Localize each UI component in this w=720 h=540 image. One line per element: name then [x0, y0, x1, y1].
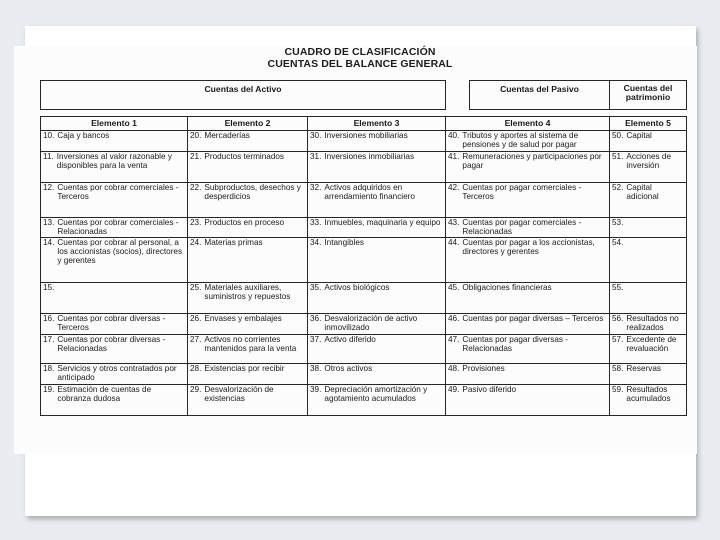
account-name: Obligaciones financieras: [462, 283, 552, 293]
account-cell: [41, 384, 188, 415]
account-item: [310, 184, 443, 202]
account-item: [43, 386, 185, 404]
account-code: 28.: [190, 364, 202, 374]
account-code: 30.: [310, 131, 322, 140]
account-item: [43, 184, 185, 202]
account-item: [612, 184, 684, 202]
account-cell: [308, 314, 446, 335]
account-cell: [610, 283, 687, 314]
account-name: Excedente de revaluación: [626, 335, 677, 354]
account-cell: [308, 131, 446, 152]
account-item: [190, 132, 305, 141]
account-item: [43, 365, 185, 383]
account-code: 59.: [612, 384, 624, 394]
account-cell: [188, 217, 308, 238]
account-item: [190, 239, 305, 248]
account-code: 43.: [448, 217, 460, 227]
account-item: [310, 336, 443, 345]
account-code: 16.: [43, 314, 55, 324]
element-header: Elemento 1: [41, 117, 188, 131]
account-item: [43, 315, 185, 333]
group-gap: [446, 81, 470, 110]
account-name: Subproductos, desechos y desperdicios: [204, 182, 301, 201]
account-cell: [308, 335, 446, 364]
account-cell: [446, 335, 610, 364]
account-item: [612, 365, 684, 374]
account-code: 35.: [310, 283, 322, 293]
account-code: 49.: [448, 384, 460, 394]
account-cell: [188, 238, 308, 283]
account-code: 11.: [43, 151, 54, 161]
document-title: CUADRO DE CLASIFICACIÓN: [284, 46, 436, 58]
table-row: [41, 364, 687, 385]
account-name: Inversiones al valor razonable y disponibles para la venta: [56, 151, 172, 170]
account-name: Cuentas por pagar diversas - Relacionadas: [462, 335, 568, 354]
account-cell: [308, 182, 446, 217]
table-row: [41, 131, 687, 152]
account-name: Remuneraciones y participaciones por pagar: [462, 151, 602, 170]
account-name: Desvalorización de activo inmovilizado: [324, 314, 418, 333]
account-name: Depreciación amortización y agotamiento acumulados: [324, 384, 428, 403]
account-name: Cuentas por cobrar comerciales - Terceros: [57, 182, 179, 201]
account-code: 46.: [448, 314, 460, 324]
account-item: [43, 153, 185, 171]
account-cell: [308, 364, 446, 385]
account-item: [448, 365, 607, 374]
account-code: 18.: [43, 364, 55, 374]
account-item: [612, 336, 684, 354]
account-item: [448, 219, 607, 237]
account-name: Desvalorización de existencias: [204, 384, 274, 403]
account-name: [57, 284, 185, 293]
account-code: 50.: [612, 131, 624, 140]
account-item: [612, 219, 684, 228]
account-item: [310, 219, 443, 228]
account-name: Cuentas por cobrar al personal, a los accionistas (socios), directores y gerentes: [57, 238, 183, 266]
account-name: Productos en proceso: [204, 217, 285, 227]
account-item: [612, 239, 684, 248]
account-cell: [41, 151, 188, 182]
account-cell: [41, 335, 188, 364]
element-header: Elemento 3: [308, 117, 446, 131]
account-cell: [446, 283, 610, 314]
account-code: 55.: [612, 283, 624, 293]
account-name: Activos biológicos: [324, 283, 390, 293]
account-cell: [188, 384, 308, 415]
account-item: [612, 132, 684, 141]
account-name: Materiales auxiliares, suministros y repuestos: [204, 283, 291, 302]
account-name: [626, 239, 684, 248]
account-cell: [41, 217, 188, 238]
account-cell: [446, 314, 610, 335]
account-code: 51.: [612, 151, 624, 161]
account-cell: [308, 151, 446, 182]
account-code: 57.: [612, 335, 624, 345]
account-item: [448, 132, 607, 150]
account-code: 53.: [612, 217, 624, 227]
account-code: 56.: [612, 314, 624, 324]
account-name: Servicios y otros contratados por anticipado: [57, 364, 177, 383]
account-item: [448, 239, 607, 257]
group-pasivo: Cuentas del Pasivo: [470, 81, 610, 110]
account-code: 37.: [310, 335, 322, 345]
table-row: [41, 283, 687, 314]
account-name: Inversiones mobiliarias: [324, 131, 408, 140]
account-name: Capital adicional: [626, 182, 659, 201]
account-item: [310, 386, 443, 404]
account-name: Resultados no realizados: [626, 314, 679, 333]
account-cell: [610, 238, 687, 283]
account-code: 38.: [310, 364, 322, 374]
account-item: [448, 284, 607, 293]
group-activo: Cuentas del Activo: [41, 81, 446, 110]
account-code: 48.: [448, 364, 460, 374]
account-item: [448, 336, 607, 354]
table-row: [41, 335, 687, 364]
account-cell: [41, 283, 188, 314]
account-code: 25.: [190, 283, 202, 293]
account-cell: [188, 182, 308, 217]
account-cell: [446, 364, 610, 385]
account-cell: [308, 283, 446, 314]
account-name: Envases y embalajes: [204, 314, 282, 324]
account-name: [626, 219, 684, 228]
element-header: Elemento 5: [610, 117, 687, 131]
group-patrimonio-line2: patrimonio: [625, 91, 671, 102]
account-code: 24.: [190, 238, 202, 248]
account-cell: [308, 217, 446, 238]
account-item: [310, 153, 443, 162]
account-name: Activo diferido: [324, 335, 376, 345]
account-code: 22.: [190, 182, 202, 192]
account-code: 12.: [43, 182, 55, 192]
account-cell: [446, 131, 610, 152]
account-code: 40.: [448, 131, 460, 140]
account-cell: [41, 182, 188, 217]
account-code: 10.: [43, 131, 55, 140]
account-item: [43, 336, 185, 354]
account-cell: [188, 335, 308, 364]
account-code: 41.: [448, 151, 460, 161]
account-name: Cuentas por cobrar diversas - Relacionadas: [57, 335, 166, 354]
account-code: 52.: [612, 182, 624, 192]
table-row: [41, 314, 687, 335]
account-item: [190, 153, 305, 162]
account-item: [190, 386, 305, 404]
account-item: [190, 336, 305, 354]
account-name: Caja y bancos: [57, 131, 110, 140]
account-cell: [308, 384, 446, 415]
account-name: Estimación de cuentas de cobranza dudosa: [57, 384, 152, 403]
account-name: Activos adquiridos en arrendamiento financiero: [324, 182, 415, 201]
account-cell: [610, 131, 687, 152]
table-row: [41, 182, 687, 217]
element-header: Elemento 4: [446, 117, 610, 131]
account-code: 19.: [43, 384, 55, 394]
account-code: 26.: [190, 314, 202, 324]
account-cell: [610, 151, 687, 182]
account-cell: [188, 314, 308, 335]
account-name: Acciones de inversión: [626, 151, 671, 170]
account-code: 45.: [448, 283, 460, 293]
table-row: [41, 217, 687, 238]
account-code: 47.: [448, 335, 460, 345]
account-name: Resultados acumulados: [626, 384, 671, 403]
account-name: Provisiones: [462, 364, 505, 374]
account-name: Reservas: [626, 364, 661, 374]
account-cell: [446, 182, 610, 217]
account-cell: [41, 314, 188, 335]
account-cell: [610, 314, 687, 335]
account-item: [612, 284, 684, 293]
account-cell: [188, 364, 308, 385]
account-cell: [308, 238, 446, 283]
account-name: Existencias por recibir: [204, 364, 285, 374]
account-code: 44.: [448, 238, 460, 248]
account-cell: [446, 238, 610, 283]
account-item: [612, 153, 684, 171]
account-item: [43, 239, 185, 266]
account-name: Mercaderías: [204, 131, 250, 140]
account-code: 21.: [190, 151, 202, 161]
account-cell: [610, 217, 687, 238]
account-code: 39.: [310, 384, 322, 394]
account-cell: [446, 151, 610, 182]
document-subtitle: CUENTAS DEL BALANCE GENERAL: [267, 58, 453, 70]
account-item: [612, 386, 684, 404]
account-code: 17.: [43, 335, 55, 345]
account-code: 34.: [310, 238, 322, 248]
account-cell: [41, 364, 188, 385]
account-cell: [188, 151, 308, 182]
account-item: [190, 315, 305, 324]
account-name: Cuentas por cobrar diversas - Terceros: [57, 314, 166, 333]
account-item: [190, 184, 305, 202]
account-item: [190, 284, 305, 302]
account-item: [310, 284, 443, 293]
account-item: [310, 365, 443, 374]
account-item: [310, 132, 443, 141]
account-item: [43, 284, 185, 293]
account-cell: [446, 384, 610, 415]
account-item: [612, 315, 684, 333]
account-name: Cuentas por pagar comerciales - Terceros: [462, 182, 582, 201]
account-code: 31.: [310, 151, 322, 161]
account-item: [310, 239, 443, 248]
account-item: [43, 219, 185, 237]
account-item: [190, 219, 305, 228]
account-cell: [446, 217, 610, 238]
account-name: Productos terminados: [204, 151, 285, 161]
account-name: Cuentas por pagar comerciales - Relacionadas: [462, 217, 582, 236]
account-cell: [610, 364, 687, 385]
account-code: 23.: [190, 217, 202, 227]
account-code: 20.: [190, 131, 202, 140]
account-item: [190, 365, 305, 374]
group-patrimonio-line1: Cuentas del: [623, 83, 673, 93]
table-row: [41, 384, 687, 415]
account-code: 32.: [310, 182, 322, 192]
account-item: [43, 132, 185, 141]
account-name: [626, 284, 684, 293]
account-cell: [188, 131, 308, 152]
account-code: 58.: [612, 364, 624, 374]
account-name: Pasivo diferido: [462, 384, 517, 394]
account-item: [448, 184, 607, 202]
account-name: Inmuebles, maquinaria y equipo: [324, 217, 441, 227]
account-cell: [610, 384, 687, 415]
account-code: 15.: [43, 283, 55, 293]
account-item: [448, 153, 607, 171]
account-name: Otros activos: [324, 364, 373, 374]
group-patrimonio: [610, 81, 687, 110]
account-item: [310, 315, 443, 333]
table-row: [41, 238, 687, 283]
account-cell: [610, 182, 687, 217]
account-name: Cuentas por pagar a los accionistas, directores y gerentes: [462, 238, 595, 257]
account-cell: [610, 335, 687, 364]
account-cell: [41, 238, 188, 283]
account-name: Intangibles: [324, 238, 364, 248]
account-item: [448, 386, 607, 395]
element-header: Elemento 2: [188, 117, 308, 131]
account-groups-header: [40, 80, 687, 110]
account-name: Inversiones inmobiliarias: [324, 151, 415, 161]
account-item: [448, 315, 607, 324]
account-code: 14.: [43, 238, 55, 248]
account-name: Capital: [626, 131, 652, 140]
account-code: 13.: [43, 217, 55, 227]
classification-table: [40, 116, 687, 416]
table-row: [41, 151, 687, 182]
account-name: Activos no corrientes mantenidos para la venta: [204, 335, 297, 354]
table-header-row: [41, 117, 687, 131]
account-name: Tributos y aportes al sistema de pensiones y de salud por pagar: [462, 131, 579, 149]
account-name: Cuentas por cobrar comerciales - Relacionadas: [57, 217, 179, 236]
account-code: 54.: [612, 238, 624, 248]
account-code: 27.: [190, 335, 202, 345]
account-name: Materias primas: [204, 238, 263, 248]
account-cell: [41, 131, 188, 152]
account-code: 29.: [190, 384, 202, 394]
account-code: 33.: [310, 217, 322, 227]
account-name: Cuentas por pagar diversas – Terceros: [462, 314, 604, 324]
account-code: 42.: [448, 182, 460, 192]
account-code: 36.: [310, 314, 322, 324]
account-cell: [188, 283, 308, 314]
